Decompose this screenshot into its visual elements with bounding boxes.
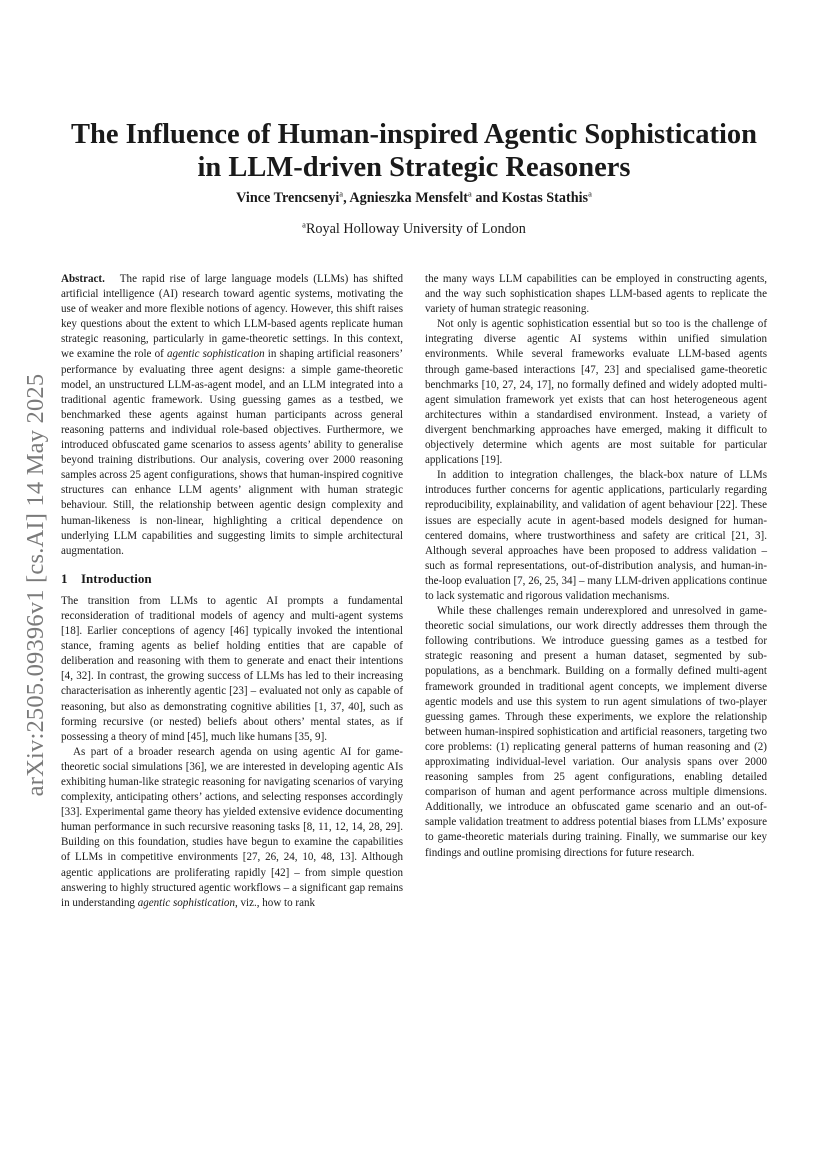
paragraph-text: , viz., how to rank [234, 896, 316, 909]
author-separator: , [343, 190, 350, 206]
paper-title [60, 118, 768, 184]
affiliation-mark: a [339, 188, 344, 199]
paragraph: While these challenges remain underexplored and unresolved in game-theoretic social simulations, our work directly addresses them through the following contributions. We introduce guessing games as a testbed for strategic reasoning and present a human dataset, segmented by sub-populations, as a benchmark. Building on a formally defined multi-agent framework grounded in traditional agent concepts, we implement diverse agentic models and use this system to run agent simulations of two-player guessing games. Through these experiments, we explore the relationship between human-inspired sophistication and artificial reasoners, targeting two core problems: (1) replicating general patterns of human reasoning and (2) approximating individual-level variation. Our analysis spans over 2000 reasoning samples from 25 agent configurations, enabling detailed comparison of human and agent performance across multiple dimensions. Additionally, we introduce an obfuscated game scenario and an out-of-sample validation treatment to address potential biases from LLMs’ exposure to game-theoretic materials during training. Finally, we summarise our key findings and outline promising directions for future research. [425, 605, 767, 859]
author-name: Kostas Stathis [501, 190, 589, 206]
paragraph: the many ways LLM capabilities can be employed in constructing agents, and the way such sophistication shapes LLM-based agents to replicate the variety of human strategic reasoning. [425, 273, 767, 316]
paragraph: The transition from LLMs to agentic AI prompts a fundamental reconsideration of traditional models of agency and multi-agent systems [18]. Earlier conceptions of agency [46] typically invoked the intentional stance, framing agents as belief holding entities that are capable of deliberation and reasoning with them to generate and enact their intentions [4, 32]. In contrast, the growing success of LLMs has led to their increasing characterisation as inherently agentic [23] – evaluated not only as capable of reasoning, but also as demonstrating cognitive abilities [1, 37, 40], such as forming recursive (or nested) beliefs about others’ mental states, as if possessing a theory of mind [45], much like humans [35, 9]. [61, 594, 403, 743]
section-number: 1 [61, 570, 68, 586]
title-line-1: The Influence of Human-inspired Agentic Sophistication [71, 119, 757, 150]
arxiv-stamp [16, 340, 56, 830]
author-separator: and [471, 190, 502, 206]
paragraph: Not only is agentic sophistication essential but so too is the challenge of integrating diverse agentic AI systems within unified simulation environments. While several frameworks evaluate LLM-based agents through game-based interactions [47, 23] and specialised game-theoretic benchmarks [10, 27, 24, 17], no formally defined and widely adopted multi-agent simulation framework yet exists that can host heterogeneous agent architectures within a standardised environment. Instead, a variety of divergent benchmarking approaches have emerged, making it difficult to objectively determine which agents are most suitable for particular applications [19]. [425, 318, 767, 467]
author-name: Vince Trencsenyi [236, 190, 340, 206]
section-heading [61, 571, 403, 586]
abstract-emphasis: agentic sophistication [166, 348, 265, 361]
paragraph-text: As part of a broader research agenda on using agentic AI for game-theoretic social simulations [36], we are interested in developing agentic AIs exhibiting human-like strategic reasoning for navigating scenarios of varying complexity, anticipating others’ actions, and selecting responses accordingly [33]. Experimental game theory has yielded extensive evidence documenting human performance in such recursive reasoning tasks [8, 11, 12, 14, 28, 29]. Building on this foundation, studies have begun to examine the capabilities of LLMs in competitive environments [27, 26, 24, 10, 48, 13]. Although agentic applications are proliferating rapidly [42] – from simple question answering to highly structured agentic workflows – a significant gap remains in understanding [61, 745, 403, 909]
paragraph [61, 745, 403, 911]
emphasis: agentic sophistication [137, 896, 235, 909]
title-line-2: in LLM-driven Strategic Reasoners [197, 152, 631, 183]
abstract [61, 272, 403, 559]
abstract-label: Abstract. [61, 273, 105, 285]
affiliation-mark: a [467, 188, 472, 199]
right-column [425, 272, 767, 861]
affiliation-name: Royal Holloway University of London [305, 221, 526, 237]
affiliation-mark: a [588, 188, 592, 199]
author-name: Agnieszka Mensfelt [349, 190, 468, 206]
affiliation [60, 221, 768, 238]
affiliation-mark: a [302, 219, 306, 230]
section-title: Introduction [81, 570, 152, 586]
abstract-text: The rapid rise of large language models (LLMs) has shifted artificial intelligence (AI) research toward agentic systems, motivating the use of weaker and more flexible notions of agency. However, this shift raises key questions about the extent to which LLM-based agents replicate human strategic reasoning, particularly in game-theoretic settings. In this context, we examine the role of [61, 273, 403, 361]
abstract-text: in shaping artificial reasoners’ performance by evaluating three agent designs: a simple game-theoretic model, an unstructured LLM-as-agent model, and an LLM integrated into a traditional agentic framework. Using guessing games as a testbed, we benchmarked these agents against human participants across general reasoning patterns and individual role-based objectives. Furthermore, we introduced obfuscated game scenarios to assess agents’ ability to generalise beyond training distributions. Our analysis, covering over 2000 reasoning samples across 25 agent configurations, shows that human-inspired cognitive structures can enhance LLM agents’ alignment with human strategic behaviour. Still, the relationship between agentic design complexity and human-likeness is non-linear, highlighting a critical dependence on underlying LLM capabilities and suggesting limits to simple architectural augmentation. [61, 348, 404, 557]
arxiv-stamp-text: arXiv:2505.09396v1 [cs.AI] 14 May 2025 [22, 373, 49, 797]
author-list [60, 190, 768, 207]
left-column [61, 272, 403, 911]
paragraph: In addition to integration challenges, the black-box nature of LLMs introduces further concerns for agentic applications, particularly regarding reproducibility, explainability, and validation of agent behaviour [22]. These issues are especially acute in agent-based models designed for human-centered domains, where trustworthiness and safety are critical [21, 3]. Although several approaches have been proposed to address validation – such as formal representations, out-of-distribution analysis, and human-in-the-loop evaluation [7, 26, 25, 34] – many LLM-driven applications continue to lack systematic and rigorous validation mechanisms. [425, 469, 767, 602]
